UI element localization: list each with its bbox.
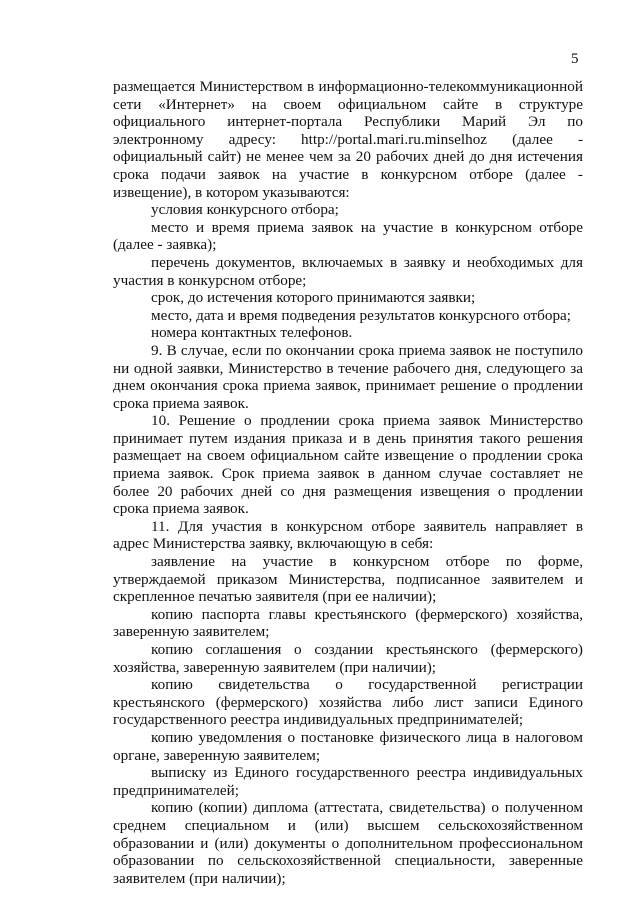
paragraph-11: 11. Для участия в конкурсном отборе заявитель направляет в адрес Министерства заявку, включающую в себя:: [113, 517, 583, 553]
list-item-deadline: срок, до истечения которого принимаются заявки;: [151, 289, 476, 307]
list-item-diploma: копию (копии) диплома (аттестата, свидетельства) о полученном среднем специальном и (или) высшем сельскохозяйственном образовании и (или) документы о дополнительном профессиональном образовании по сельскохозяйственной специальности, заверенные заявителем (при наличии);: [113, 799, 583, 887]
paragraph-10: 10. Решение о продлении срока приема заявок Министерство принимает путем издания приказа и в день принятия такого решения размещает на своем официальном сайте извещение о продлении срока приема заявок. Срок приема заявок в данном случае составляет не более 20 рабочих дней со дня размещения извещения о продлении срока приема заявок.: [113, 412, 583, 518]
list-item-agreement: копию соглашения о создании крестьянского (фермерского) хозяйства, заверенную заявителем (при наличии);: [113, 641, 583, 676]
list-item-register-extract: выписку из Единого государственного реестра индивидуальных предпринимателей;: [113, 764, 583, 799]
list-item-results: место, дата и время подведения результатов конкурсного отбора;: [151, 306, 572, 324]
list-item-conditions: условия конкурсного отбора;: [151, 201, 339, 219]
list-item-certificate: копию свидетельства о государственной регистрации крестьянского (фермерского) хозяйства либо лист записи Единого государственного реестра индивидуальных предпринимателей;: [113, 676, 583, 729]
page-number: 5: [571, 51, 579, 67]
list-item-documents: перечень документов, включаемых в заявку и необходимых для участия в конкурсном отборе;: [113, 253, 583, 289]
document-body: [113, 78, 583, 887]
list-item-passport: копию паспорта главы крестьянского (фермерского) хозяйства, заверенную заявителем;: [113, 605, 583, 641]
list-item-place-time: место и время приема заявок на участие в конкурсном отборе (далее - заявка);: [113, 218, 583, 254]
paragraph-announcement: размещается Министерством в информационно-телекоммуникационной сети «Интернет» на своем официальном сайте в структуре официального интернет-портала Республики Марий Эл по электронному адресу: http://portal.mari.ru.minselhoz (далее - официальный сайт) не менее чем за 20 рабочих дней до дня истечения срока подачи заявок на участие в конкурсном отборе (далее - извещение), в котором указываются:: [113, 78, 583, 201]
list-item-phones: номера контактных телефонов.: [151, 324, 353, 342]
paragraph-9: 9. В случае, если по окончании срока приема заявок не поступило ни одной заявки, Министерство в течение рабочего дня, следующего за днем окончания срока приема заявок, принимает решение о продлении срока приема заявок.: [113, 341, 583, 412]
list-item-application: заявление на участие в конкурсном отборе по форме, утверждаемой приказом Министерства, подписанное заявителем и скрепленное печатью заявителя (при ее наличии);: [113, 553, 583, 606]
list-item-tax-notice: копию уведомления о постановке физического лица в налоговом органе, заверенную заявителем;: [113, 728, 583, 764]
